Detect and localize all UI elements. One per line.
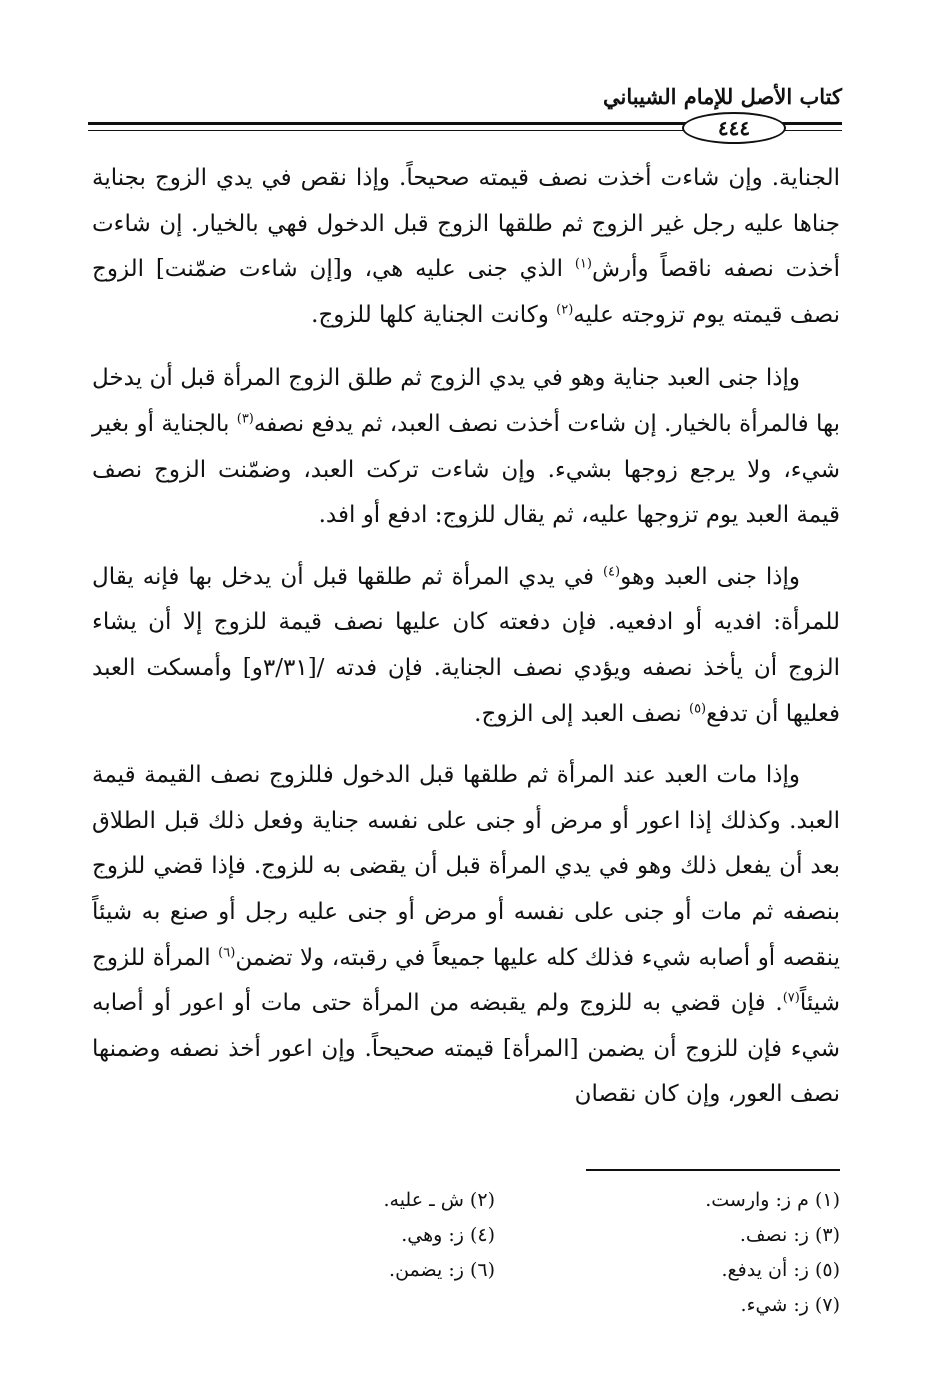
footnote-row bbox=[150, 1182, 840, 1217]
footnote-4: (٤) ز: وهي. bbox=[401, 1223, 495, 1246]
page-number-badge: ٤٤٤ bbox=[682, 112, 786, 144]
page-header bbox=[88, 84, 842, 140]
footnote-separator bbox=[586, 1169, 840, 1171]
paragraph: وإذا مات العبد عند المرأة ثم طلقها قبل الدخول فللزوج نصف القيمة قيمة العبد. وكذلك إذا اعور أو مرض أو جنى على نفسه جناية وفعل ذلك قبل الطلاق بعد أن يفعل ذلك وهو في يدي المرأة قبل أن يقضى به للزوج. فإذا قضي للزوج بنصفه ثم مات أو جنى على نفسه أو مرض أو جنى عليه رجل أو صنع به شيئاً ينقصه أو أصابه شيء فذلك كله عليها جميعاً في رقبته، ولا تضمن$^{(٦)}$ المرأة للزوج شيئاً$^{(٧)}$. فإن قضي به للزوج ولم يقبضه من المرأة حتى مات أو اعور أو أصابه شيء فإن للزوج أن يضمن [المرأة] قيمته صحيحاً. وإن اعور أخذ نصفه وضمنها نصف العور، وإن كان نقصان bbox=[92, 762, 840, 1108]
footnote-row bbox=[150, 1287, 840, 1322]
footnote-row bbox=[150, 1217, 840, 1252]
book-title: كتاب الأصل للإمام الشيباني bbox=[603, 84, 842, 109]
footnote-2: (٢) ش ـ عليه. bbox=[383, 1188, 495, 1211]
footnote-ref: (٣) bbox=[236, 411, 254, 427]
paragraph: وإذا جنى العبد جناية وهو في يدي الزوج ثم طلق الزوج المرأة قبل أن يدخل بها فالمرأة بالخيار. إن شاءت أخذت نصف العبد، ثم يدفع نصفه$^{(٣)}$ بالجناية أو بغير شيء، ولا يرجع زوجها بشيء. وإن شاءت تركت العبد، وضمّنت الزوج نصف قيمة العبد يوم تزوجها عليه، ثم يقال للزوج: ادفع أو افد. bbox=[92, 365, 840, 529]
footnote-6: (٦) ز: يضمن. bbox=[389, 1258, 495, 1281]
footnote-7: (٧) ز: شيء. bbox=[740, 1293, 840, 1316]
footnote-ref: (٤) bbox=[602, 564, 621, 580]
paragraph: وإذا جنى العبد وهو$^{(٤)}$ في يدي المرأة ثم طلقها قبل أن يدخل بها فإنه يقال للمرأة: افديه أو ادفعيه. فإن دفعته كان عليها نصف قيمة للزوج إلا أن يشاء الزوج أن يأخذ نصفه ويؤدي نصف الجناية. فإن فدته /[٣/٣١و] وأمسكت العبد فعليها أن تدفع$^{(٥)}$ نصف العبد إلى الزوج. bbox=[92, 563, 840, 727]
footnote-row bbox=[150, 1252, 840, 1287]
footnote-ref: (١) bbox=[574, 256, 592, 272]
footnotes bbox=[150, 1182, 840, 1322]
footnote-1: (١) م ز: وارست. bbox=[705, 1188, 840, 1211]
footnote-5: (٥) ز: أن يدفع. bbox=[721, 1258, 840, 1281]
footnote-ref: (٥) bbox=[688, 700, 707, 716]
footnote-3: (٣) ز: نصف. bbox=[739, 1223, 840, 1246]
main-text bbox=[92, 156, 840, 1134]
paragraph: الجناية. وإن شاءت أخذت نصف قيمته صحيحاً. وإذا نقص في يدي الزوج بجناية جناها عليه رجل غير الزوج ثم طلقها الزوج قبل الدخول فهي بالخيار. إن شاءت أخذت نصفه ناقصاً وأرش$^{(١)}$ الذي جنى عليه هي، و[إن شاءت ضمّنت] الزوج نصف قيمته يوم تزوجته عليه$^{(٢)}$ وكانت الجناية كلها للزوج. bbox=[92, 165, 840, 328]
footnote-ref: (٢) bbox=[556, 302, 574, 318]
footnote-ref: (٧) bbox=[782, 990, 800, 1006]
footnote-ref: (٦) bbox=[218, 944, 236, 960]
